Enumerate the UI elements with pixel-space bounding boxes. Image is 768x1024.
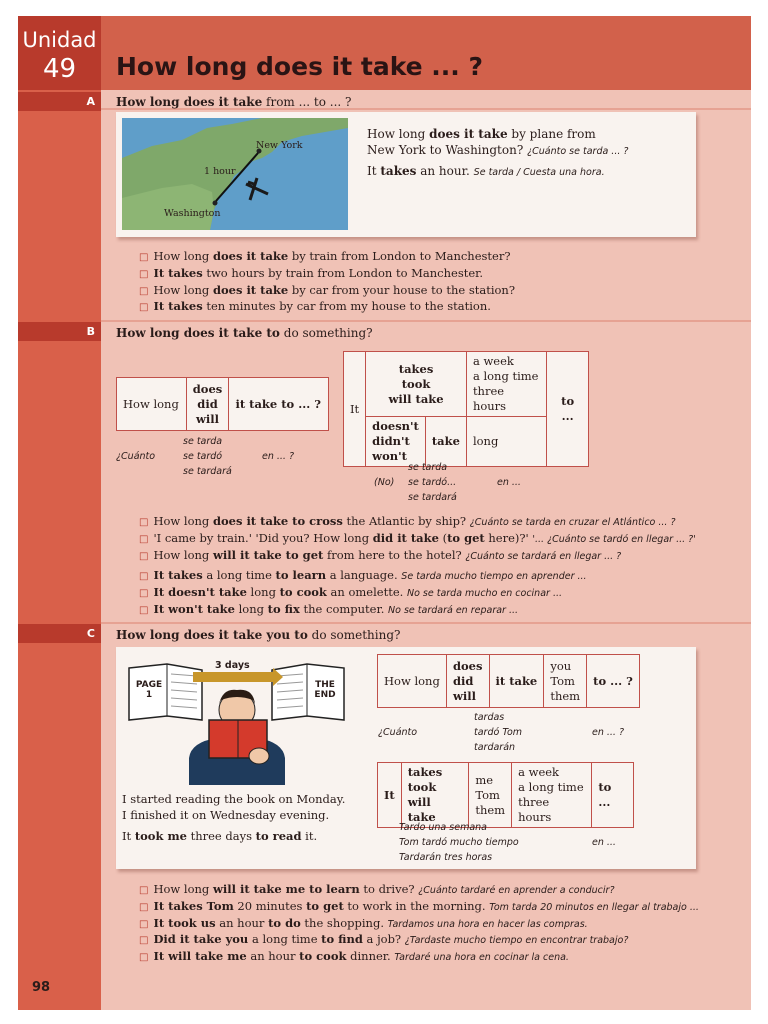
table-cell: you Tom them [544,655,587,708]
grammar-table-statement [343,351,589,467]
list-item: □ It won't take long to fix the computer. No se tardará en reparar ... [139,602,587,619]
table-cell: to ... [592,763,634,828]
section-a-tab: A [18,92,101,111]
section-c-title: How long does it take you to do something? [116,628,401,642]
unit-word: Unidad [22,28,97,52]
unit-number: 49 [42,54,77,84]
section-c-tab: C [18,624,101,643]
table-cell: It [378,763,402,828]
table-cell: take [425,417,466,467]
caption: Tardo una semana Tom tardó mucho tiempo Tardarán tres horas [399,822,519,863]
unit-badge [18,16,101,90]
list-item: □ It took us an hour to do the shopping. Tardamos una hora en hacer las compras. [139,916,699,933]
page-title: How long does it take ... ? [116,52,484,81]
section-b-examples-2 [139,568,587,618]
list-item: □ How long does it take by train from London to Manchester? [139,249,515,266]
section-a-title: How long does it take from ... to ... ? [116,95,352,109]
table-cell: does did will [186,378,229,431]
caption: se tarda se tardó se tardará [183,436,232,477]
list-item: □ 'I came by train.' 'Did you? How long did it take (to get here)?' '... ¿Cuánto se tardó en llegar ... ?' [139,531,696,548]
table-cell: takes took will take [401,763,469,828]
table-cell: me Tom them [469,763,512,828]
list-item: □ How long will it take me to learn to drive? ¿Cuánto tardaré en aprender a conducir? [139,882,699,899]
section-c-rule [101,622,751,624]
panel-a-question: How long does it take by plane from New York to Washington? ¿Cuánto se tarda ... ? [367,127,629,157]
list-item: □ How long will it take to get from here to the hotel? ¿Cuánto se tardará en llegar ... ? [139,548,696,565]
caption: en ... [592,837,616,848]
table-cell: a week a long time three hours [466,352,546,417]
list-item: □ It takes Tom 20 minutes to get to work in the morning. Tom tarda 20 minutos en llegar al trabajo ... [139,899,699,916]
table-cell: to ... [547,352,589,467]
table-cell: it take [489,655,544,708]
section-b-title: How long does it take to do something? [116,326,373,340]
caption: se tarda se tardó... se tardará [408,462,457,503]
table-cell: to ... ? [587,655,640,708]
caption: en ... ? [262,451,295,462]
caption: (No) [374,477,395,488]
grammar-table-statement-person [377,762,634,828]
list-item: □ It will take me an hour to cook dinner. Tardaré una hora en cocinar la cena. [139,949,699,966]
caption: tardas tardó Tom tardarán [474,712,523,753]
list-item: □ Did it take you a long time to find a job? ¿Tardaste mucho tiempo en encontrar trabajo? [139,932,699,949]
table-cell: long [466,417,546,467]
table-cell: How long [378,655,447,708]
caption: ¿Cuánto [116,451,156,462]
section-c-examples [139,882,699,966]
page-number: 98 [32,980,51,995]
reading-illustration [127,660,347,785]
sidebar [18,16,101,1010]
illustration-days: 3 days [215,660,250,671]
table-cell: How long [117,378,187,431]
illustration-end: THE END [314,680,336,700]
illustration-page: PAGE 1 [135,680,163,700]
section-b-examples-1 [139,514,696,564]
table-cell: doesn't didn't won't [366,417,426,467]
list-item: □ It takes ten minutes by car from my house to the station. [139,299,515,316]
map-label-washington: Washington [164,208,221,219]
section-a-examples [139,249,515,316]
table-cell: It [344,352,366,467]
map-label-hour: 1 hour [204,166,236,177]
list-item: □ It doesn't take long to cook an omelette. No se tarda mucho en cocinar ... [139,585,587,602]
table-cell: does did will [446,655,489,708]
list-item: □ It takes a long time to learn a language. Se tarda mucho tiempo en aprender ... [139,568,587,585]
caption: ¿Cuánto [378,727,418,738]
caption: en ... [497,477,521,488]
section-b-tab: B [18,322,101,341]
story-text: I started reading the book on Monday. I finished it on Wednesday evening. [122,792,346,822]
list-item: □ It takes two hours by train from London to Manchester. [139,266,515,283]
table-cell: it take to ... ? [229,378,329,431]
map-image [122,118,348,230]
table-cell: takes took will take [366,352,467,417]
list-item: □ How long does it take to cross the Atlantic by ship? ¿Cuánto se tarda en cruzar el Atlántico ... ? [139,514,696,531]
section-b-rule [101,320,751,322]
table-cell: a week a long time three hours [512,763,592,828]
list-item: □ How long does it take by car from your house to the station? [139,283,515,300]
grammar-table-question [116,377,329,431]
panel-a-answer: It takes an hour. Se tarda / Cuesta una hora. [367,164,605,178]
map-label-ny: New York [256,140,303,151]
caption: en ... ? [592,727,625,738]
grammar-table-question-person [377,654,640,708]
story-conclusion: It took me three days to read it. [122,829,318,843]
